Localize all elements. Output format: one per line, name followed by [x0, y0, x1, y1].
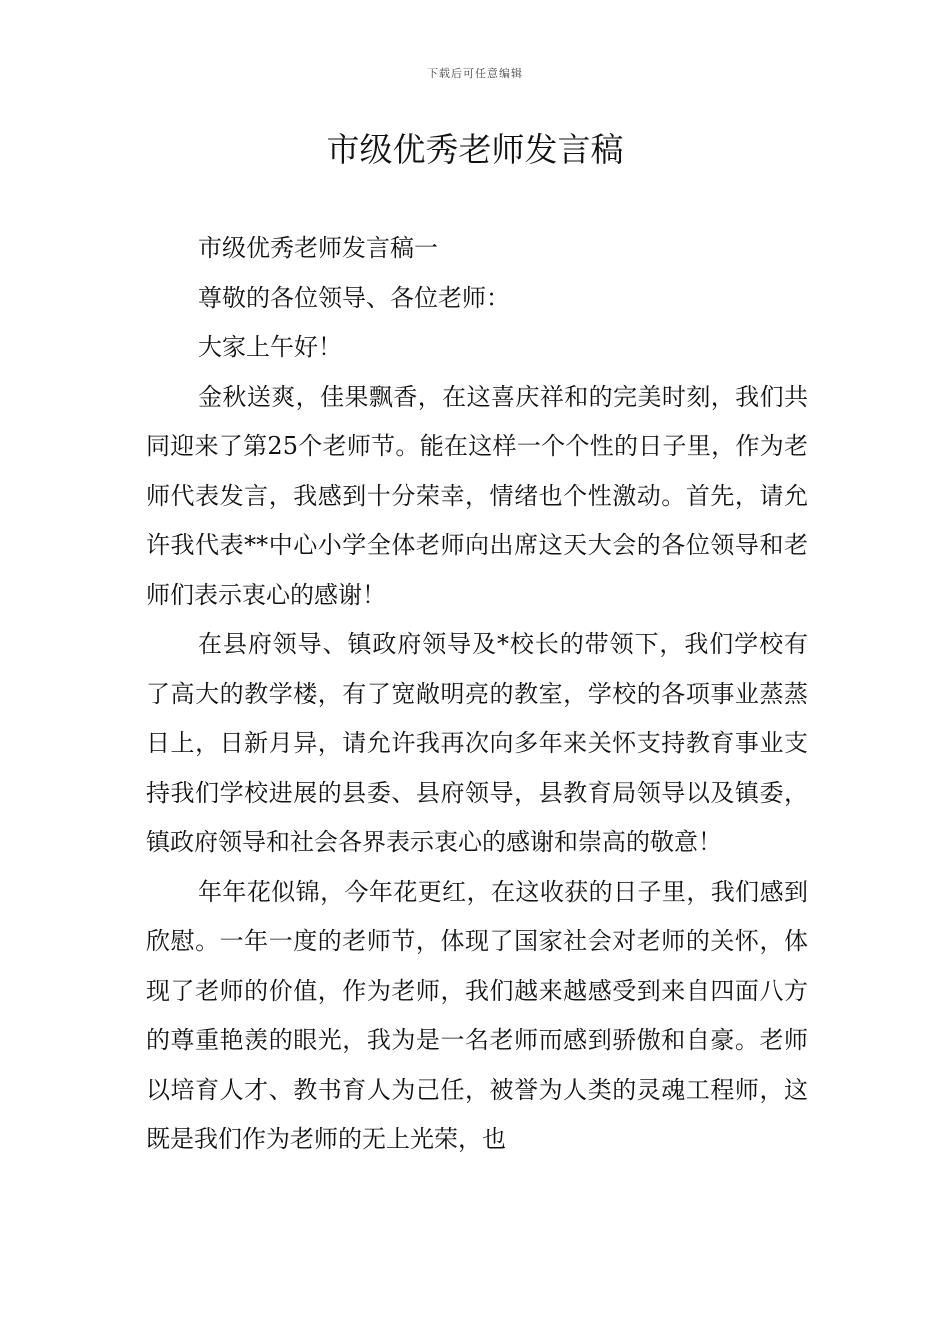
document-title: 市级优秀老师发言稿	[326, 130, 624, 169]
paragraph-subtitle: 市级优秀老师发言稿一	[198, 234, 438, 262]
paragraph-body-2: 在县府领导、镇政府领导及*校长的带领下，我们学校有了高大的教学楼，有了宽敞明亮的教室，学校的各项事业蒸蒸日上，日新月异，请允许我再次向多年来关怀支持教育事业支持我们学校进展的县委、县府领导，县教育局领导以及镇委，镇政府领导和社会各界表示衷心的感谢和崇高的敬意！	[146, 630, 808, 856]
document-body	[146, 224, 808, 1165]
paragraph-salutation: 尊敬的各位领导、各位老师：	[198, 283, 510, 312]
paragraph-body-3: 年年花似锦，今年花更红，在这收获的日子里，我们感到欣慰。一年一度的老师节，体现了国家社会对老师的关怀，体现了老师的价值，作为老师，我们越来越感受到来自四面八方的尊重艳羡的眼光，我为是一名老师而感到骄傲和自豪。老师以培育人才、教书育人为己任，被誉为人类的灵魂工程师，这既是我们作为老师的无上光荣，也	[146, 877, 808, 1153]
header-note: 下载后可任意编辑	[427, 67, 523, 80]
paragraph-body-1: 金秋送爽，佳果飘香，在这喜庆祥和的完美时刻，我们共同迎来了第25个老师节。能在这样一个个性的日子里，作为老师代表发言，我感到十分荣幸，情绪也个性激动。首先，请允许我代表**中心小学全体老师向出席这天大会的各位领导和老师们表示衷心的感谢！	[146, 382, 808, 609]
paragraph-greeting: 大家上午好！	[198, 333, 342, 361]
